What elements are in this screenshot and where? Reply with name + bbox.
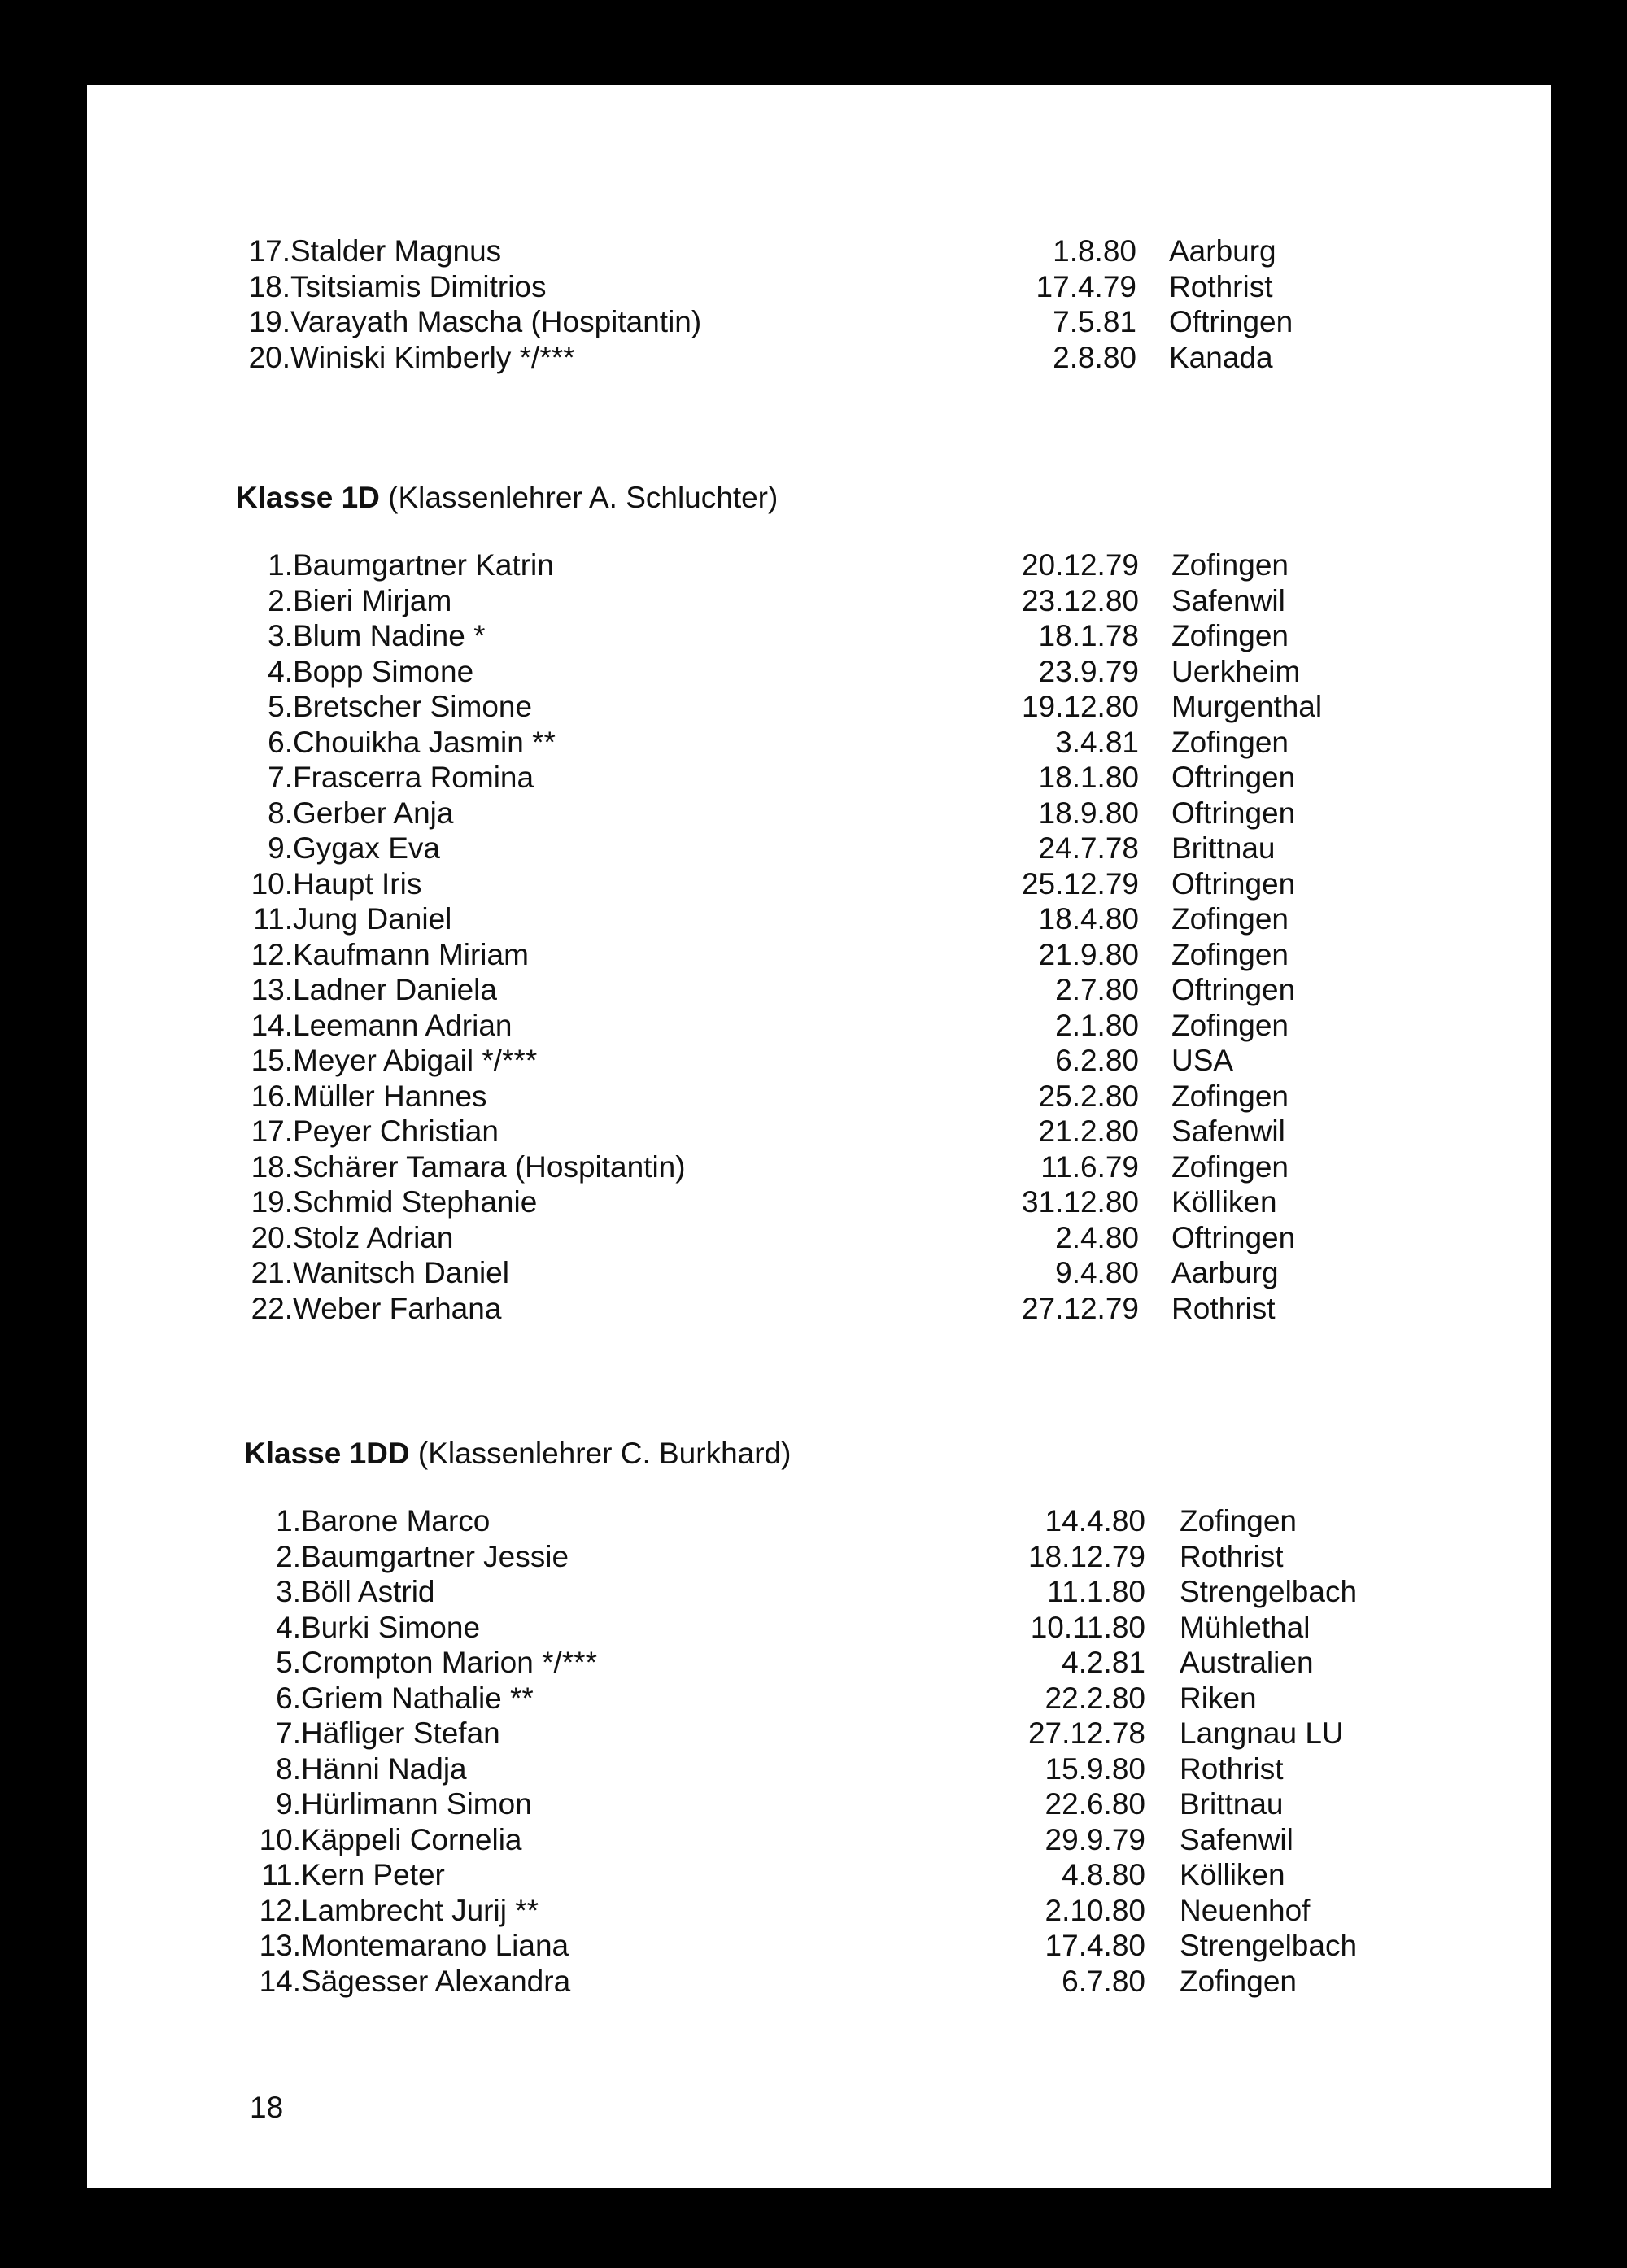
list-item bbox=[236, 937, 1289, 973]
list-item bbox=[244, 1964, 1297, 2000]
student-list-continued bbox=[233, 233, 1293, 375]
student-number: 3. bbox=[276, 1575, 301, 1608]
student-name: Crompton Marion */*** bbox=[301, 1646, 597, 1679]
page-number: 18 bbox=[250, 2091, 284, 2124]
student-hometown: Zofingen bbox=[1171, 937, 1289, 971]
student-name: Ladner Daniela bbox=[293, 973, 497, 1006]
student-number: 21. bbox=[251, 1256, 293, 1289]
student-hometown: Zofingen bbox=[1171, 1008, 1289, 1042]
list-item bbox=[236, 760, 1296, 796]
student-name: Käppeli Cornelia bbox=[301, 1822, 522, 1856]
list-item bbox=[244, 1893, 1311, 1929]
student-hometown: Zofingen bbox=[1171, 548, 1289, 582]
student-name: Kaufmann Miriam bbox=[293, 937, 529, 971]
class-1dd-title: Klasse 1DD bbox=[244, 1437, 410, 1470]
student-hometown: Oftringen bbox=[1171, 866, 1296, 901]
student-number: 22. bbox=[251, 1291, 293, 1325]
student-birthdate: 10.11.80 bbox=[1030, 1610, 1145, 1644]
student-birthdate: 11.6.79 bbox=[1040, 1149, 1139, 1184]
student-name: Gerber Anja bbox=[293, 796, 454, 830]
student-name: Bretscher Simone bbox=[293, 690, 533, 723]
student-number: 12. bbox=[251, 937, 293, 971]
list-item bbox=[236, 1291, 1276, 1327]
student-number: 17. bbox=[248, 234, 290, 268]
student-birthdate: 14.4.80 bbox=[1045, 1504, 1145, 1537]
student-hometown: Safenwil bbox=[1180, 1822, 1293, 1856]
student-name: Gygax Eva bbox=[293, 831, 440, 865]
student-birthdate: 27.12.78 bbox=[1027, 1716, 1145, 1750]
student-hometown: Oftringen bbox=[1171, 973, 1296, 1006]
class-1dd-student-list bbox=[244, 1503, 1358, 1999]
student-number: 5. bbox=[276, 1646, 301, 1679]
student-number: 8. bbox=[268, 796, 293, 830]
student-name: Barone Marco bbox=[301, 1504, 491, 1537]
student-name: Hänni Nadja bbox=[301, 1751, 467, 1786]
list-item bbox=[236, 654, 1301, 690]
student-number: 10. bbox=[259, 1822, 301, 1856]
student-name: Stalder Magnus bbox=[290, 234, 502, 268]
list-item bbox=[233, 304, 1293, 340]
list-item bbox=[233, 340, 1273, 376]
student-birthdate: 3.4.81 bbox=[1055, 725, 1139, 759]
student-name: Blum Nadine * bbox=[293, 619, 486, 652]
student-hometown: Strengelbach bbox=[1180, 1929, 1358, 1962]
student-number: 1. bbox=[276, 1504, 301, 1537]
list-item bbox=[244, 1716, 1344, 1751]
student-hometown: Zofingen bbox=[1171, 902, 1289, 936]
student-number: 2. bbox=[276, 1539, 301, 1573]
student-hometown: Rothrist bbox=[1180, 1539, 1284, 1573]
student-birthdate: 4.8.80 bbox=[1062, 1858, 1145, 1891]
student-name: Winiski Kimberly */*** bbox=[290, 340, 575, 374]
student-hometown: Rothrist bbox=[1169, 269, 1273, 303]
list-item bbox=[244, 1503, 1297, 1539]
student-number: 4. bbox=[268, 654, 293, 688]
list-item bbox=[236, 796, 1296, 831]
student-number: 1. bbox=[268, 548, 293, 582]
student-name: Montemarano Liana bbox=[301, 1929, 569, 1962]
student-name: Baumgartner Jessie bbox=[301, 1539, 569, 1573]
student-number: 18. bbox=[248, 269, 290, 303]
list-item bbox=[244, 1928, 1358, 1964]
class-1d-student-list bbox=[236, 547, 1323, 1326]
student-hometown: Oftringen bbox=[1171, 1220, 1296, 1254]
student-birthdate: 18.1.80 bbox=[1038, 761, 1139, 794]
student-name: Meyer Abigail */*** bbox=[293, 1044, 538, 1077]
student-name: Frascerra Romina bbox=[293, 761, 534, 794]
student-hometown: Safenwil bbox=[1171, 1114, 1285, 1148]
student-birthdate: 25.12.79 bbox=[1021, 866, 1139, 901]
student-hometown: Kölliken bbox=[1180, 1858, 1285, 1891]
student-number: 11. bbox=[261, 1858, 301, 1891]
student-number: 14. bbox=[259, 1964, 301, 1998]
student-hometown: Aarburg bbox=[1169, 234, 1276, 268]
list-item bbox=[236, 1220, 1296, 1256]
student-birthdate: 2.10.80 bbox=[1045, 1893, 1145, 1927]
student-birthdate: 4.2.81 bbox=[1062, 1646, 1145, 1679]
student-birthdate: 2.7.80 bbox=[1055, 973, 1139, 1006]
student-hometown: Oftringen bbox=[1171, 796, 1296, 830]
student-hometown: Zofingen bbox=[1171, 1149, 1289, 1184]
list-item bbox=[236, 1043, 1234, 1079]
student-birthdate: 18.12.79 bbox=[1027, 1539, 1145, 1573]
student-hometown: Kanada bbox=[1169, 340, 1273, 374]
student-hometown: Oftringen bbox=[1171, 761, 1296, 794]
student-name: Burki Simone bbox=[301, 1610, 481, 1644]
student-number: 5. bbox=[268, 690, 293, 723]
student-number: 16. bbox=[251, 1079, 293, 1113]
class-1d-teacher: (Klassenlehrer A. Schluchter) bbox=[379, 481, 779, 514]
student-number: 6. bbox=[276, 1681, 301, 1715]
list-item bbox=[236, 1255, 1279, 1291]
student-name: Baumgartner Katrin bbox=[293, 548, 554, 582]
class-1dd-heading bbox=[244, 1436, 791, 1472]
list-item bbox=[236, 1184, 1277, 1220]
student-number: 13. bbox=[259, 1929, 301, 1962]
student-name: Lambrecht Jurij ** bbox=[301, 1893, 539, 1927]
list-item bbox=[244, 1610, 1311, 1646]
student-hometown: Australien bbox=[1180, 1646, 1314, 1679]
student-birthdate: 21.9.80 bbox=[1038, 937, 1139, 971]
student-hometown: Brittnau bbox=[1180, 1787, 1284, 1821]
list-item bbox=[244, 1539, 1284, 1575]
student-birthdate: 18.1.78 bbox=[1038, 619, 1139, 652]
list-item bbox=[236, 618, 1289, 654]
student-hometown: Brittnau bbox=[1171, 831, 1276, 865]
student-name: Sägesser Alexandra bbox=[301, 1964, 571, 1998]
student-birthdate: 25.2.80 bbox=[1038, 1079, 1139, 1113]
student-name: Wanitsch Daniel bbox=[293, 1256, 509, 1289]
student-birthdate: 21.2.80 bbox=[1038, 1114, 1139, 1148]
student-hometown: Safenwil bbox=[1171, 583, 1285, 617]
student-birthdate: 7.5.81 bbox=[1053, 305, 1136, 338]
list-item bbox=[236, 583, 1285, 619]
student-name: Tsitsiamis Dimitrios bbox=[290, 269, 547, 303]
list-item bbox=[233, 269, 1273, 305]
student-number: 9. bbox=[268, 831, 293, 865]
list-item bbox=[236, 831, 1276, 866]
student-birthdate: 19.12.80 bbox=[1021, 690, 1139, 723]
student-hometown: Rothrist bbox=[1171, 1291, 1276, 1325]
student-birthdate: 2.4.80 bbox=[1055, 1220, 1139, 1254]
class-1d-title: Klasse 1D bbox=[236, 481, 380, 514]
student-birthdate: 24.7.78 bbox=[1038, 831, 1139, 865]
student-number: 11. bbox=[253, 902, 293, 936]
document-page bbox=[87, 85, 1551, 2188]
student-birthdate: 17.4.80 bbox=[1045, 1929, 1145, 1962]
list-item bbox=[236, 725, 1289, 761]
student-birthdate: 23.12.80 bbox=[1021, 583, 1139, 617]
list-item bbox=[244, 1822, 1293, 1858]
student-birthdate: 9.4.80 bbox=[1055, 1256, 1139, 1289]
list-item bbox=[244, 1751, 1284, 1787]
student-hometown: Zofingen bbox=[1171, 1079, 1289, 1113]
list-item bbox=[244, 1857, 1285, 1893]
student-birthdate: 6.7.80 bbox=[1062, 1964, 1145, 1998]
student-birthdate: 27.12.79 bbox=[1021, 1291, 1139, 1325]
student-birthdate: 20.12.79 bbox=[1021, 548, 1139, 582]
student-number: 2. bbox=[268, 583, 293, 617]
list-item bbox=[244, 1574, 1358, 1610]
list-item bbox=[236, 547, 1289, 583]
student-hometown: Zofingen bbox=[1180, 1504, 1297, 1537]
student-name: Jung Daniel bbox=[293, 902, 452, 936]
student-number: 15. bbox=[251, 1044, 293, 1077]
student-number: 20. bbox=[248, 340, 290, 374]
student-birthdate: 18.9.80 bbox=[1038, 796, 1139, 830]
list-item bbox=[236, 1008, 1289, 1044]
student-hometown: Mühlethal bbox=[1180, 1610, 1311, 1644]
student-number: 3. bbox=[268, 619, 293, 652]
student-number: 13. bbox=[251, 973, 293, 1006]
student-number: 17. bbox=[251, 1114, 293, 1148]
student-hometown: Strengelbach bbox=[1180, 1575, 1358, 1608]
student-birthdate: 23.9.79 bbox=[1038, 654, 1139, 688]
student-birthdate: 31.12.80 bbox=[1021, 1185, 1139, 1219]
student-number: 7. bbox=[268, 761, 293, 794]
student-hometown: Langnau LU bbox=[1180, 1716, 1344, 1750]
student-name: Hürlimann Simon bbox=[301, 1787, 532, 1821]
student-name: Stolz Adrian bbox=[293, 1220, 454, 1254]
student-hometown: Riken bbox=[1180, 1681, 1257, 1715]
student-name: Weber Farhana bbox=[293, 1291, 502, 1325]
student-hometown: USA bbox=[1171, 1044, 1234, 1077]
student-number: 4. bbox=[276, 1610, 301, 1644]
student-number: 7. bbox=[276, 1716, 301, 1750]
student-name: Kern Peter bbox=[301, 1858, 445, 1891]
student-number: 10. bbox=[251, 866, 293, 901]
student-birthdate: 1.8.80 bbox=[1053, 234, 1136, 268]
student-hometown: Murgenthal bbox=[1171, 690, 1323, 723]
student-birthdate: 22.2.80 bbox=[1045, 1681, 1145, 1715]
student-hometown: Rothrist bbox=[1180, 1751, 1284, 1786]
student-name: Schärer Tamara (Hospitantin) bbox=[293, 1149, 686, 1184]
list-item bbox=[236, 866, 1296, 902]
student-birthdate: 22.6.80 bbox=[1045, 1787, 1145, 1821]
student-birthdate: 29.9.79 bbox=[1045, 1822, 1145, 1856]
student-birthdate: 18.4.80 bbox=[1038, 902, 1139, 936]
student-birthdate: 11.1.80 bbox=[1047, 1575, 1145, 1608]
student-number: 19. bbox=[248, 305, 290, 338]
list-item bbox=[236, 1114, 1285, 1149]
student-hometown: Neuenhof bbox=[1180, 1893, 1311, 1927]
student-name: Häfliger Stefan bbox=[301, 1716, 500, 1750]
student-hometown: Aarburg bbox=[1171, 1256, 1279, 1289]
student-hometown: Zofingen bbox=[1180, 1964, 1297, 1998]
student-name: Griem Nathalie ** bbox=[301, 1681, 534, 1715]
student-name: Schmid Stephanie bbox=[293, 1185, 538, 1219]
student-name: Varayath Mascha (Hospitantin) bbox=[290, 305, 702, 338]
class-1dd-teacher: (Klassenlehrer C. Burkhard) bbox=[409, 1437, 792, 1470]
student-birthdate: 17.4.79 bbox=[1036, 269, 1136, 303]
student-number: 9. bbox=[276, 1787, 301, 1821]
list-item bbox=[244, 1786, 1284, 1822]
list-item bbox=[244, 1645, 1314, 1681]
student-name: Chouikha Jasmin ** bbox=[293, 725, 556, 759]
student-name: Bieri Mirjam bbox=[293, 583, 452, 617]
student-number: 14. bbox=[251, 1008, 293, 1042]
student-name: Müller Hannes bbox=[293, 1079, 487, 1113]
list-item bbox=[236, 1079, 1289, 1114]
list-item bbox=[236, 901, 1289, 937]
list-item bbox=[236, 972, 1296, 1008]
student-hometown: Kölliken bbox=[1171, 1185, 1277, 1219]
student-name: Leemann Adrian bbox=[293, 1008, 513, 1042]
student-number: 19. bbox=[251, 1185, 293, 1219]
student-birthdate: 2.1.80 bbox=[1055, 1008, 1139, 1042]
student-hometown: Uerkheim bbox=[1171, 654, 1301, 688]
student-number: 8. bbox=[276, 1751, 301, 1786]
list-item bbox=[236, 1149, 1289, 1185]
student-name: Bopp Simone bbox=[293, 654, 474, 688]
student-hometown: Zofingen bbox=[1171, 619, 1289, 652]
student-hometown: Oftringen bbox=[1169, 305, 1293, 338]
student-number: 6. bbox=[268, 725, 293, 759]
student-birthdate: 2.8.80 bbox=[1053, 340, 1136, 374]
student-number: 12. bbox=[259, 1893, 301, 1927]
list-item bbox=[236, 689, 1323, 725]
student-number: 18. bbox=[251, 1149, 293, 1184]
student-name: Böll Astrid bbox=[301, 1575, 435, 1608]
student-number: 20. bbox=[251, 1220, 293, 1254]
student-name: Peyer Christian bbox=[293, 1114, 499, 1148]
student-name: Haupt Iris bbox=[293, 866, 422, 901]
class-1d-heading bbox=[236, 480, 778, 516]
student-birthdate: 15.9.80 bbox=[1045, 1751, 1145, 1786]
list-item bbox=[244, 1681, 1257, 1716]
student-birthdate: 6.2.80 bbox=[1055, 1044, 1139, 1077]
list-item bbox=[233, 233, 1276, 269]
student-hometown: Zofingen bbox=[1171, 725, 1289, 759]
